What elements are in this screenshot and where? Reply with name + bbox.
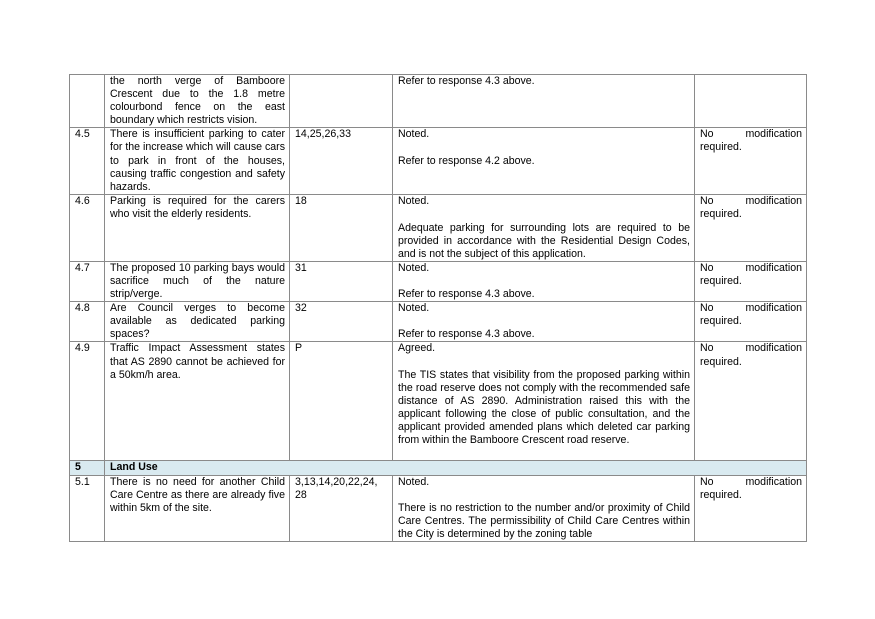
submitter-numbers: 31: [290, 261, 393, 301]
rec-word: required.: [700, 315, 742, 328]
section-number: 5: [70, 461, 105, 475]
response-paragraph: Agreed.: [398, 342, 436, 355]
response-paragraph: Adequate parking for surrounding lots are required to be provided in accordance with the Residential Design Codes, and is not the subject of this application.: [398, 221, 690, 260]
issue-text: There is insufficient parking to cater for the increase which will cause cars to park in front of the houses, causing traffic congestion and safety hazards.: [105, 128, 290, 195]
rec-word: No: [700, 128, 714, 141]
section-header-row: [70, 461, 807, 475]
submissions-table: [69, 74, 807, 542]
submitter-numbers: 32: [290, 302, 393, 342]
rec-word: required.: [700, 488, 742, 501]
issue-text: Parking is required for the carers who visit the elderly residents.: [105, 195, 290, 261]
section-title: Land Use: [105, 461, 807, 475]
rec-word: No: [700, 261, 714, 274]
rec-word: modification: [745, 475, 802, 488]
rec-word: required.: [700, 274, 742, 287]
recommendation: [695, 342, 807, 461]
issue-text: Traffic Impact Assessment states that AS 2890 cannot be achieved for a 50km/h area.: [105, 342, 290, 461]
response-text: [393, 261, 695, 301]
rec-word: modification: [745, 342, 802, 355]
rec-word: modification: [745, 302, 802, 315]
rec-word: No: [700, 342, 714, 355]
item-number: 4.7: [70, 261, 105, 301]
response-paragraph: Refer to response 4.3 above.: [398, 288, 535, 301]
submitter-numbers: 14,25,26,33: [290, 128, 393, 195]
item-number: 4.8: [70, 302, 105, 342]
response-paragraph: Noted.: [398, 475, 430, 488]
response-paragraph: Noted.: [398, 261, 430, 274]
item-number: [70, 75, 105, 128]
table-row: [70, 475, 807, 541]
issue-text: the north verge of Bamboore Crescent due to the 1.8 metre colourbond fence on the east boundary which restricts vision.: [105, 75, 290, 128]
response-text: [393, 195, 695, 261]
response-paragraph: Refer to response 4.2 above.: [398, 154, 535, 167]
recommendation: [695, 128, 807, 195]
table-row: [70, 342, 807, 461]
response-text: [393, 302, 695, 342]
submitter-numbers: [290, 75, 393, 128]
submitter-numbers: P: [290, 342, 393, 461]
issue-text: There is no need for another Child Care Centre as there are already five within 5km of the site.: [105, 475, 290, 541]
response-paragraph: Refer to response 4.3 above.: [398, 75, 535, 87]
rec-word: modification: [745, 128, 802, 141]
rec-word: required.: [700, 355, 742, 368]
recommendation: [695, 261, 807, 301]
table-row: [70, 128, 807, 195]
submitter-numbers: 18: [290, 195, 393, 261]
response-paragraph: The TIS states that visibility from the proposed parking within the road reserve does not comply with the recommended safe distance of AS 2890. Administration raised this with the applicant following the close of public consultation, and the applicant provided amended plans which deleted car parking from within the Bamboore Crescent road reserve.: [398, 368, 690, 447]
table-row: [70, 261, 807, 301]
submitter-numbers: 3,13,14,20,22,24, 28: [290, 475, 393, 541]
rec-word: No: [700, 302, 714, 315]
recommendation: [695, 195, 807, 261]
response-text: [393, 342, 695, 461]
recommendation: [695, 75, 807, 128]
issue-text: The proposed 10 parking bays would sacrifice much of the nature strip/verge.: [105, 261, 290, 301]
recommendation: [695, 302, 807, 342]
response-paragraph: Noted.: [398, 128, 430, 141]
rec-word: modification: [745, 261, 802, 274]
rec-word: required.: [700, 208, 742, 221]
issue-text: Are Council verges to become available as dedicated parking spaces?: [105, 302, 290, 342]
response-paragraph: There is no restriction to the number and/or proximity of Child Care Centres. The permissibility of Child Care Centres within the City is determined by the zoning table: [398, 501, 690, 540]
rec-word: No: [700, 475, 714, 488]
item-number: 4.5: [70, 128, 105, 195]
recommendation: [695, 475, 807, 541]
table-row: [70, 302, 807, 342]
response-paragraph: Refer to response 4.3 above.: [398, 328, 535, 341]
item-number: 4.6: [70, 195, 105, 261]
rec-word: modification: [745, 195, 802, 208]
rec-word: required.: [700, 141, 742, 154]
response-text: [393, 75, 695, 128]
item-number: 4.9: [70, 342, 105, 461]
table-row: [70, 75, 807, 128]
response-paragraph: Noted.: [398, 302, 430, 315]
rec-word: No: [700, 195, 714, 208]
item-number: 5.1: [70, 475, 105, 541]
response-text: [393, 475, 695, 541]
response-paragraph: Noted.: [398, 195, 430, 208]
table-row: [70, 195, 807, 261]
response-text: [393, 128, 695, 195]
